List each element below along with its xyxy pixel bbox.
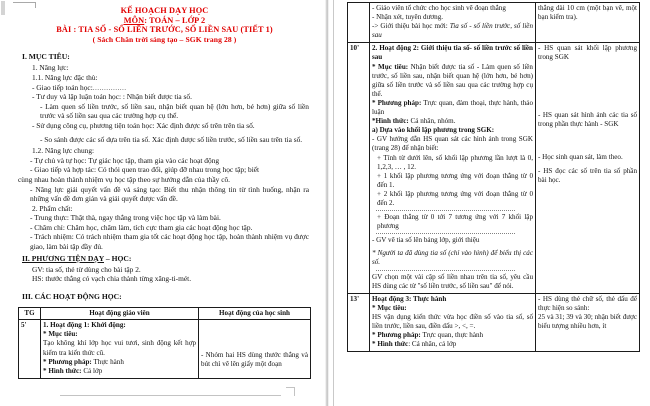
activity-1-gv-comment: - Nhận xét, tuyên dương. — [372, 13, 444, 22]
section-1-item-1: 1. Năng lực: — [32, 63, 69, 73]
activity-1-objective-text: Tạo không khí lớp học vui tươi, sinh động kết hợp kiểm tra kiến thức cũ. — [43, 339, 196, 357]
activity-1-format-label: * Hình thức: — [43, 366, 82, 375]
section-1-heading: I. MỤC TIÊU: — [22, 52, 70, 62]
activity-3-format-label: * Hình thức — [372, 340, 409, 349]
activity-3-objective-label: * Mục tiêu: — [372, 303, 407, 312]
title-line-2 — [18, 16, 311, 26]
page-bottom-corner-mark — [286, 387, 295, 396]
cell-teacher-activity — [370, 43, 536, 293]
activity-2-point-3: + 2 khối lập phương tương ứng với đoạn thẳng từ 0 đến 2. — [377, 189, 533, 207]
page-title — [18, 6, 311, 44]
activity-2-objective — [372, 63, 533, 99]
activity-3-hs-compare: 25 và 31; 39 và 30; nhận biết được biểu tượng nhiều hơn, ít — [538, 312, 637, 330]
activity-1-format-value: Cả lớp — [81, 366, 103, 375]
cell-student-activity — [536, 3, 640, 43]
activity-2-gv-pairs: GV chọn một vài cặp số liền nhau trên tia số, yêu cầu HS dùng các từ "số liền trước, số liền sau" để nói. — [372, 272, 533, 290]
margin-dot-marks — [1, 1, 5, 15]
bullet-giao-tiep-hop-tac-cont: cùng nhau hoàn thành nhiệm vụ học tập theo sự hướng dẫn của thầy cô. — [18, 174, 231, 184]
title-line-3: BÀI : TIA SỐ - SỐ LIỀN TRƯỚC, SỐ LIỀN SAU (TIẾT 1) — [56, 25, 273, 35]
activity-1-objective-label: * Mục tiêu: — [43, 330, 78, 339]
cell-student-activity — [536, 43, 640, 293]
bullet-giao-tiep-hop-tac: - Giao tiếp và hợp tác: Có thói quen trao đổi, giúp đỡ nhau trong học tập; biết — [30, 165, 260, 175]
title-subject-label: MÔN — [123, 15, 145, 25]
activity-3-objective-text: HS vận dụng kiến thức vừa học điền số vào tia số, số liền trước, liền sau, điền dấu >, <, =. — [372, 312, 533, 330]
activity-2-method — [372, 99, 533, 117]
bullet-lam-quen-so-lien: - Làm quen số liền trước, số liền sau, nhận biết quan hệ (lớn hơn, bé hơn) giữa số liền trước và số liền sau qua các trường hợp cụ thể. — [40, 101, 309, 121]
lesson-plan-table-page1 — [18, 307, 311, 379]
margin-corner-mark — [13, 2, 36, 8]
activity-2-hs-watch: - Học sinh quan sát, làm theo. — [538, 152, 623, 161]
activity-2-hs-read-numbers: - HS đọc các số trên tia số phần bài học. — [538, 166, 637, 184]
activity-3-method-label: * Phương pháp: — [372, 331, 421, 340]
cell-student-activity — [536, 293, 640, 352]
activity-1-hs-tail: thẳng dài 10 cm (một bạn vẽ, một bạn kiểm tra). — [538, 4, 637, 22]
section-1-item-2: 2. Phẩm chất: — [32, 203, 73, 213]
activity-1-method-value: Thực hành — [91, 357, 124, 366]
cell-time: 5' — [19, 320, 41, 379]
cell-teacher-activity — [370, 293, 536, 352]
bullet-tu-duy-lap-luan: - Tư duy và lập luận toán học: : Nhận biết được tia số. — [32, 92, 192, 102]
column-header-student-activity: Hoạt động của học sinh — [199, 307, 311, 319]
section-2-heading — [22, 254, 311, 264]
section-1-item-1-2: 1.2. Năng lực chung: — [32, 146, 95, 156]
page-seam — [325, 0, 329, 406]
activity-2-format — [372, 117, 533, 126]
section-1-item-1-1: 1.1. Năng lực đặc thù: — [32, 72, 98, 82]
cell-time — [348, 3, 370, 43]
dotted-separator — [376, 270, 515, 271]
bullet-trung-thuc: - Trung thực: Thật thà, ngay thẳng trong việc học tập và làm bài. — [30, 213, 221, 223]
cell-spacer — [538, 129, 637, 153]
title-line-1: KẾ HOẠCH DẠY HỌC — [120, 6, 209, 15]
activity-2-part-a-title: a) Dựa vào khối lập phương trong SGK: — [372, 126, 495, 135]
activity-3-format — [372, 340, 533, 349]
dotted-separator — [376, 233, 515, 234]
activity-2-method-value: Trực quan, đàm thoại, thực hành, thảo luận — [372, 98, 533, 117]
title-subject-rest: : TOÁN – LỚP 2 — [144, 15, 206, 25]
title-line-4: ( Sách Chân trời sáng tạo – SGK trang 28 ) — [92, 34, 237, 44]
activity-2-point-1: + Tính từ dưới lên, số khối lập phương lần lượt là 0, 1,2,3, … , 12. — [377, 153, 533, 171]
activity-1-title: 1. Hoạt động 1: Khởi động: — [43, 321, 126, 330]
intro-label: -> Giới thiệu bài học mới: — [372, 22, 450, 31]
dotted-separator — [376, 210, 515, 211]
cell-spacer — [538, 63, 637, 111]
activity-3-hs-cards: - HS dùng thẻ chữ số, thẻ dấu để thực hiện so sánh: — [538, 294, 637, 312]
activity-2-format-value: Cá nhân, nhóm. — [408, 117, 456, 126]
activity-3-method — [372, 331, 533, 340]
lesson-plan-table-page2 — [347, 2, 640, 352]
section-3-heading: III. CÁC HOẠT ĐỘNG HỌC: — [22, 291, 122, 301]
activity-1-student-text: - Nhóm hai HS dùng thước thẳng và bút chì vẽ lên giấy một đoạn — [201, 351, 308, 369]
dotted-fill — [93, 83, 127, 92]
table-row — [348, 293, 640, 352]
bullet-giao-tiep-toan-hoc — [32, 83, 311, 93]
page-bottom-rule — [60, 395, 281, 396]
activity-1-method — [43, 358, 196, 367]
section-2-heading-rest: – HỌC: — [104, 253, 132, 263]
table-row — [348, 3, 640, 43]
activity-2-hs-observe-cubes: - HS quan sát khối lập phương trong SGK — [538, 44, 637, 62]
cell-time: 10' — [348, 43, 370, 293]
column-header-teacher-activity: Hoạt động giáo viên — [41, 307, 199, 319]
bullet-cham-chi: - Chăm chỉ: Chăm học, chăm làm, tích cực tham gia các hoạt động học tập. — [30, 222, 253, 232]
activity-2-objective-label: * Mục tiêu: — [372, 62, 409, 71]
table-row — [19, 320, 311, 379]
activity-2-hs-observe-tia-so: - HS quan sát hình ảnh các tia số trong phần thực hành - SGK — [538, 110, 637, 128]
bullet-trach-nhiem: - Trách nhiệm: Có trách nhiệm tham gia tốt các hoạt động học tập, hoàn thành nhiệm vụ được giao, làm bài tập đầy đủ. — [30, 232, 309, 252]
activity-2-method-label: * Phương pháp: — [372, 98, 422, 107]
bullet-giai-quyet-van-de: - Năng lực giải quyết vấn đề và sáng tạo: Biết thu nhận thông tin từ tình huống, nhận ra những vấn đề đơn giản và giải quyết được vấn đề. — [30, 184, 309, 204]
activity-2-gv-guide: - GV hướng dẫn HS quan sát các hình ảnh trong SGK (trang 28) để nhận biết: — [372, 135, 533, 153]
crop-marks — [1, 1, 41, 15]
activity-2-note-nguoi-ta: * Người ta đã dùng tia số (chỉ vào hình) để biểu thị các số. — [372, 249, 533, 267]
activity-1-method-label: * Phương pháp: — [43, 357, 92, 366]
activity-2-gv-draw-tia-so: - GV vẽ tia số lên bảng lớp, giới thiệu — [372, 236, 480, 245]
activity-2-point-4: + Đoạn thẳng từ 0 tới 7 tương ứng với 7 khối lập phương — [377, 213, 533, 231]
page-2 — [325, 0, 650, 406]
table-row — [348, 43, 640, 293]
activity-1-gv-intro-new-lesson — [372, 22, 533, 40]
bullet-so-sanh-tia-so: - So sánh được các số dựa trên tia số. Xác định được số liền trước, số liền sau trên tia số. — [40, 134, 303, 144]
intro-lesson-name: Tia số - số liền trước, số liền sau — [372, 22, 533, 40]
activity-2-format-label: *Hình thức: — [372, 117, 409, 126]
cell-teacher-activity — [370, 3, 536, 43]
table-header-row — [19, 307, 311, 319]
sheet-edge-line — [333, 0, 334, 406]
activity-3-method-value: Trực quan, thực hành — [420, 331, 484, 340]
activity-2-point-2: + 1 khối lập phương tương ứng với đoạn thẳng từ 0 đến 1. — [377, 171, 533, 189]
section-2-hs: HS: thước thẳng có vạch chia thành từng xăng-ti-mét. — [32, 274, 192, 284]
cell-teacher-activity — [41, 320, 199, 379]
cell-student-activity — [199, 320, 311, 379]
bullet-su-dung-cong-cu: - Sử dụng công cụ, phương tiện toán học: Xác định được số trên trên tia số. — [32, 120, 255, 130]
section-2-gv: GV: tia số, thẻ từ dùng cho bài tập 2. — [32, 264, 141, 274]
activity-1-format — [43, 367, 196, 376]
column-header-time: TG — [19, 307, 41, 319]
activity-3-title: Hoạt động 3: Thực hành — [372, 294, 447, 303]
activity-2-objective-value: Nhận biết được tia số - Làm quen số liền trước, số liền sau, nhận biết quan hệ (lớn hơn, bé hơn) giữa số liền trước và số liền sau qua các trường hợp cụ thể. — [372, 62, 533, 98]
activity-1-gv-draw: - Giáo viên tổ chức cho học sinh vẽ đoạn thẳng — [372, 4, 506, 12]
bullet-tu-chu-tu-hoc: - Tự chủ và tự học: Tự giác học tập, tham gia vào các hoạt động — [30, 155, 220, 165]
activity-3-format-value: : Cá nhân, cả lớp — [408, 340, 457, 349]
cell-time: 13' — [348, 293, 370, 352]
bullet-giao-tiep-text: - Giao tiếp toán học: — [32, 82, 93, 92]
activity-2-title: 2. Hoạt động 2: Giới thiệu tia số- số liền trước số liền sau — [372, 44, 533, 62]
table-body-page2 — [348, 3, 640, 352]
section-2-heading-underlined: II. PHƯƠNG TIỆN DẠY — [22, 253, 104, 263]
table-body-page1 — [19, 320, 311, 379]
